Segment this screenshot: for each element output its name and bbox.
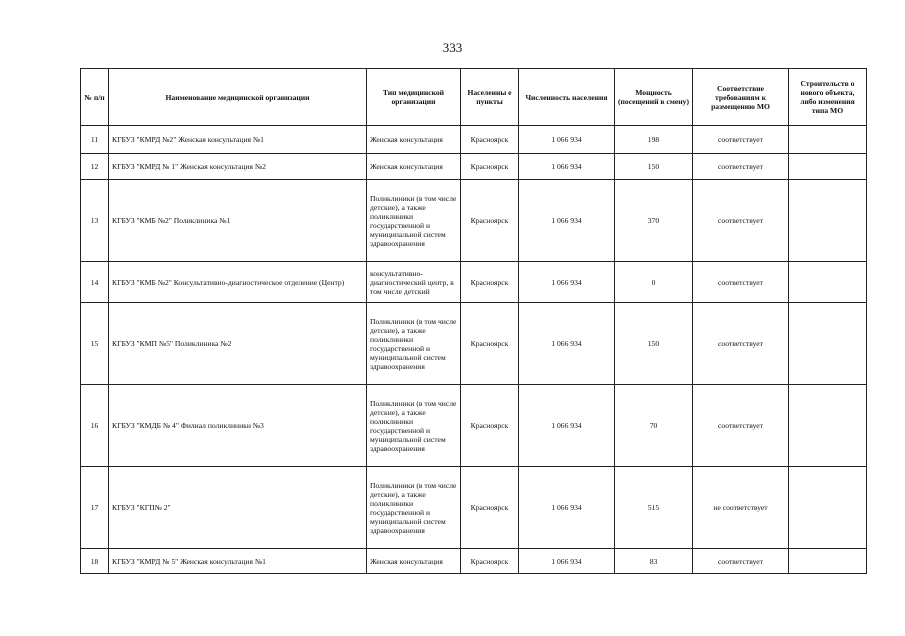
population: 1 066 934 [519,385,615,467]
organization-type: Женская консультация [367,549,461,574]
settlement: Красноярск [461,467,519,549]
organization-name: КГБУЗ "КМРД №2" Женская консультация №1 [109,126,367,154]
row-number: 18 [81,549,109,574]
header-organization-type: Тип медицинской организации [367,69,461,126]
compliance: соответствует [693,549,789,574]
capacity: 198 [615,126,693,154]
header-compliance: Соответствие требованиям к размещению МО [693,69,789,126]
table-header-row [81,69,867,126]
organization-name: КГБУЗ "КМП №5" Поликлиника №2 [109,303,367,385]
organization-type: Поликлиники (в том числе детские), а также поликлиники государственной и муниципальной систем здравоохранения [367,467,461,549]
settlement: Красноярск [461,154,519,180]
population: 1 066 934 [519,303,615,385]
table-row [81,126,867,154]
row-number: 17 [81,467,109,549]
organization-name: КГБУЗ "КМБ №2" Поликлиника №1 [109,180,367,262]
construction [789,303,867,385]
construction [789,180,867,262]
organization-type: Поликлиники (в том числе детские), а также поликлиники государственной и муниципальной систем здравоохранения [367,385,461,467]
header-population: Численность населения [519,69,615,126]
construction [789,262,867,303]
row-number: 12 [81,154,109,180]
population: 1 066 934 [519,154,615,180]
row-number: 15 [81,303,109,385]
construction [789,467,867,549]
capacity: 370 [615,180,693,262]
settlement: Красноярск [461,180,519,262]
header-number: № п/п [81,69,109,126]
row-number: 11 [81,126,109,154]
page-number: 333 [442,40,463,55]
compliance: соответствует [693,180,789,262]
header-construction: Строительств о нового объекта, либо изменения типа МО [789,69,867,126]
table-row [81,262,867,303]
organization-type: Женская консультация [367,154,461,180]
compliance: соответствует [693,262,789,303]
organization-type: Женская консультация [367,126,461,154]
construction [789,154,867,180]
header-organization-name: Наименование медицинской организации [109,69,367,126]
compliance: не соответствует [693,467,789,549]
settlement: Красноярск [461,549,519,574]
compliance: соответствует [693,154,789,180]
header-capacity: Мощность (посещений в смену) [615,69,693,126]
row-number: 16 [81,385,109,467]
organization-type: консультативно-диагностический центр, в том числе детский [367,262,461,303]
population: 1 066 934 [519,262,615,303]
settlement: Красноярск [461,303,519,385]
construction [789,126,867,154]
table-row [81,385,867,467]
population: 1 066 934 [519,549,615,574]
table-row [81,549,867,574]
population: 1 066 934 [519,180,615,262]
construction [789,385,867,467]
capacity: 150 [615,154,693,180]
capacity: 0 [615,262,693,303]
organization-type: Поликлиники (в том числе детские), а также поликлиники государственной и муниципальной систем здравоохранения [367,180,461,262]
construction [789,549,867,574]
settlement: Красноярск [461,126,519,154]
settlement: Красноярск [461,262,519,303]
row-number: 14 [81,262,109,303]
organization-type: Поликлиники (в том числе детские), а также поликлиники государственной и муниципальной систем здравоохранения [367,303,461,385]
header-settlement: Населенны е пункты [461,69,519,126]
organization-name: КГБУЗ "КМРД № 5" Женская консультация №1 [109,549,367,574]
compliance: соответствует [693,126,789,154]
capacity: 515 [615,467,693,549]
population: 1 066 934 [519,467,615,549]
organization-name: КГБУЗ "КМБ №2" Консультативно-диагностическое отделение (Центр) [109,262,367,303]
population: 1 066 934 [519,126,615,154]
medical-organizations-table [80,68,867,574]
compliance: соответствует [693,385,789,467]
table-row [81,303,867,385]
capacity: 70 [615,385,693,467]
organization-name: КГБУЗ "КМДБ № 4" Филиал поликлиники №3 [109,385,367,467]
compliance: соответствует [693,303,789,385]
organization-name: КГБУЗ "КГП№ 2" [109,467,367,549]
table-row [81,467,867,549]
organization-name: КГБУЗ "КМРД № 1" Женская консультация №2 [109,154,367,180]
capacity: 150 [615,303,693,385]
settlement: Красноярск [461,385,519,467]
table-row [81,154,867,180]
table-row [81,180,867,262]
capacity: 83 [615,549,693,574]
row-number: 13 [81,180,109,262]
